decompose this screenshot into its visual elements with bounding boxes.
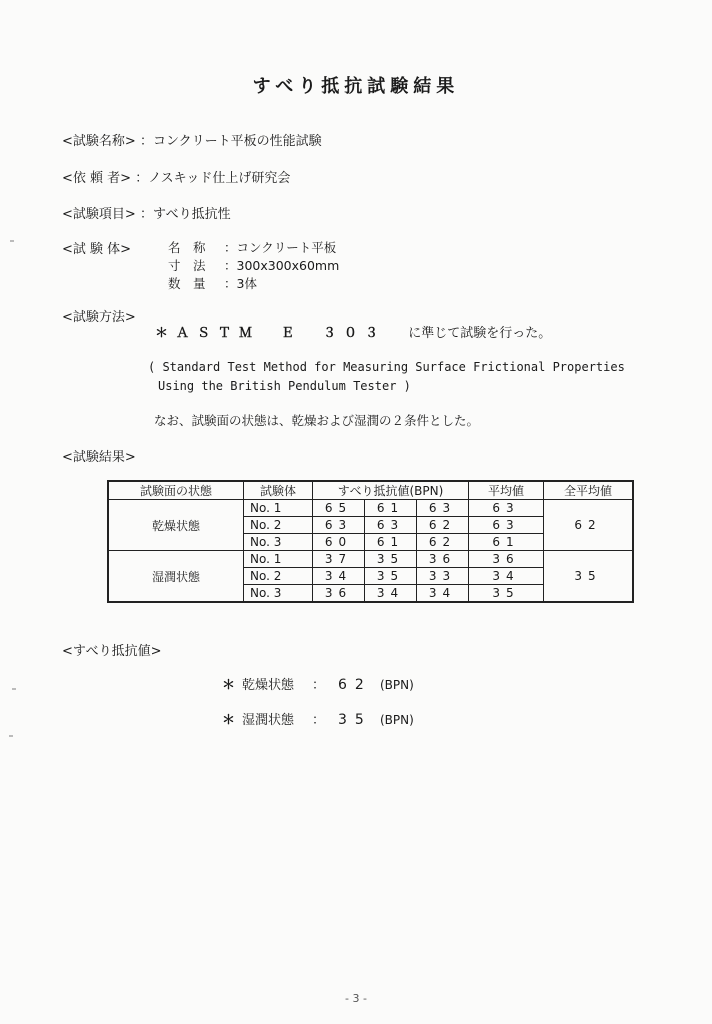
results-table (107, 480, 634, 603)
summary-unit: (BPN) (380, 678, 414, 692)
value-cell: 63 (313, 517, 365, 534)
method-note: なお、試験面の状態は、乾燥および湿潤の２条件とした。 (154, 413, 480, 428)
value-cell: 34 (365, 585, 417, 603)
method-english (148, 358, 625, 396)
page-number: - 3 - (345, 992, 367, 1005)
value-cell: 60 (313, 534, 365, 551)
summary-colon: ： (312, 713, 326, 728)
specimen-cell: No. 3 (244, 585, 313, 603)
value-cell: 62 (417, 517, 469, 534)
average-cell: 34 (469, 568, 544, 585)
value-cell: 36 (417, 551, 469, 568)
table-row (108, 551, 633, 568)
spec-value: ：3体 (224, 276, 257, 291)
table-row (108, 500, 633, 517)
value-cell: 61 (365, 534, 417, 551)
value-cell: 61 (365, 500, 417, 517)
header-average: 平均値 (469, 481, 544, 500)
summary-label: <すべり抵抗値> (62, 644, 162, 659)
specimen-cell: No. 1 (244, 500, 313, 517)
value-cell: 65 (313, 500, 365, 517)
specimen-size-row (168, 256, 339, 274)
value-cell: 35 (365, 551, 417, 568)
value-cell: 63 (365, 517, 417, 534)
overall-average-cell: 35 (544, 551, 634, 603)
spec-value: ：300x300x60mm (224, 258, 340, 273)
specimen-name-row (168, 238, 336, 256)
average-cell: 61 (469, 534, 544, 551)
method-standard: ＊ＡＳＴＭ Ｅ ３０３ (155, 326, 387, 341)
average-cell: 63 (469, 500, 544, 517)
test-item-label: <試験項目> (62, 207, 136, 222)
client-value: ：ノスキッド仕上げ研究会 (135, 171, 291, 186)
spec-key: 数 量 (168, 276, 206, 291)
spec-value: ：コンクリート平板 (224, 240, 337, 255)
header-condition: 試験面の状態 (108, 481, 244, 500)
test-name-label: <試験名称> (62, 134, 136, 149)
method-line (155, 322, 551, 341)
specimen-cell: No. 3 (244, 534, 313, 551)
summary-condition: 湿潤状態 (242, 713, 295, 728)
report-title: すべり抵抗試験結果 (252, 76, 460, 97)
average-cell: 35 (469, 585, 544, 603)
condition-cell: 湿潤状態 (108, 551, 244, 603)
scan-speck (10, 240, 14, 242)
method-suffix: に準じて試験を行った。 (408, 326, 552, 341)
method-label: <試験方法> (62, 310, 136, 325)
value-cell: 35 (365, 568, 417, 585)
summary-value: 35 (338, 712, 372, 728)
value-cell: 37 (313, 551, 365, 568)
test-item-value: ：すべり抵抗性 (139, 207, 231, 222)
value-cell: 34 (313, 568, 365, 585)
summary-unit: (BPN) (380, 713, 414, 727)
value-cell: 33 (417, 568, 469, 585)
value-cell: 34 (417, 585, 469, 603)
star-mark: ＊ (222, 678, 236, 693)
summary-dry (222, 674, 414, 693)
header-specimen: 試験体 (244, 481, 313, 500)
english-line-2: Using the British Pendulum Tester ) (158, 379, 411, 393)
scan-speck (9, 735, 13, 737)
value-cell: 36 (313, 585, 365, 603)
spec-key: 名 称 (168, 240, 206, 255)
scan-speck (12, 688, 16, 690)
test-name-value: ：コンクリート平板の性能試験 (139, 134, 322, 149)
header-bpn: すべり抵抗値(BPN) (313, 481, 469, 500)
test-item-row (62, 203, 231, 222)
english-line-1: ( Standard Test Method for Measuring Surface Frictional Properties (148, 360, 625, 374)
results-label: <試験結果> (62, 450, 136, 465)
client-row (62, 167, 290, 186)
average-cell: 63 (469, 517, 544, 534)
average-cell: 36 (469, 551, 544, 568)
specimen-cell: No. 2 (244, 517, 313, 534)
specimen-cell: No. 2 (244, 568, 313, 585)
summary-condition: 乾燥状態 (242, 678, 295, 693)
overall-average-cell: 62 (544, 500, 634, 551)
header-overall-average: 全平均値 (544, 481, 634, 500)
specimen-cell: No. 1 (244, 551, 313, 568)
spec-key: 寸 法 (168, 258, 206, 273)
specimen-label: <試 験 体> (62, 242, 132, 257)
summary-wet (222, 709, 414, 728)
summary-colon: ： (312, 678, 326, 693)
table-header-row (108, 481, 633, 500)
summary-value: 62 (338, 677, 372, 693)
test-name-row (62, 130, 322, 149)
client-label: <依 頼 者> (62, 171, 132, 186)
value-cell: 63 (417, 500, 469, 517)
star-mark: ＊ (222, 713, 236, 728)
condition-cell: 乾燥状態 (108, 500, 244, 551)
specimen-qty-row (168, 274, 257, 292)
value-cell: 62 (417, 534, 469, 551)
